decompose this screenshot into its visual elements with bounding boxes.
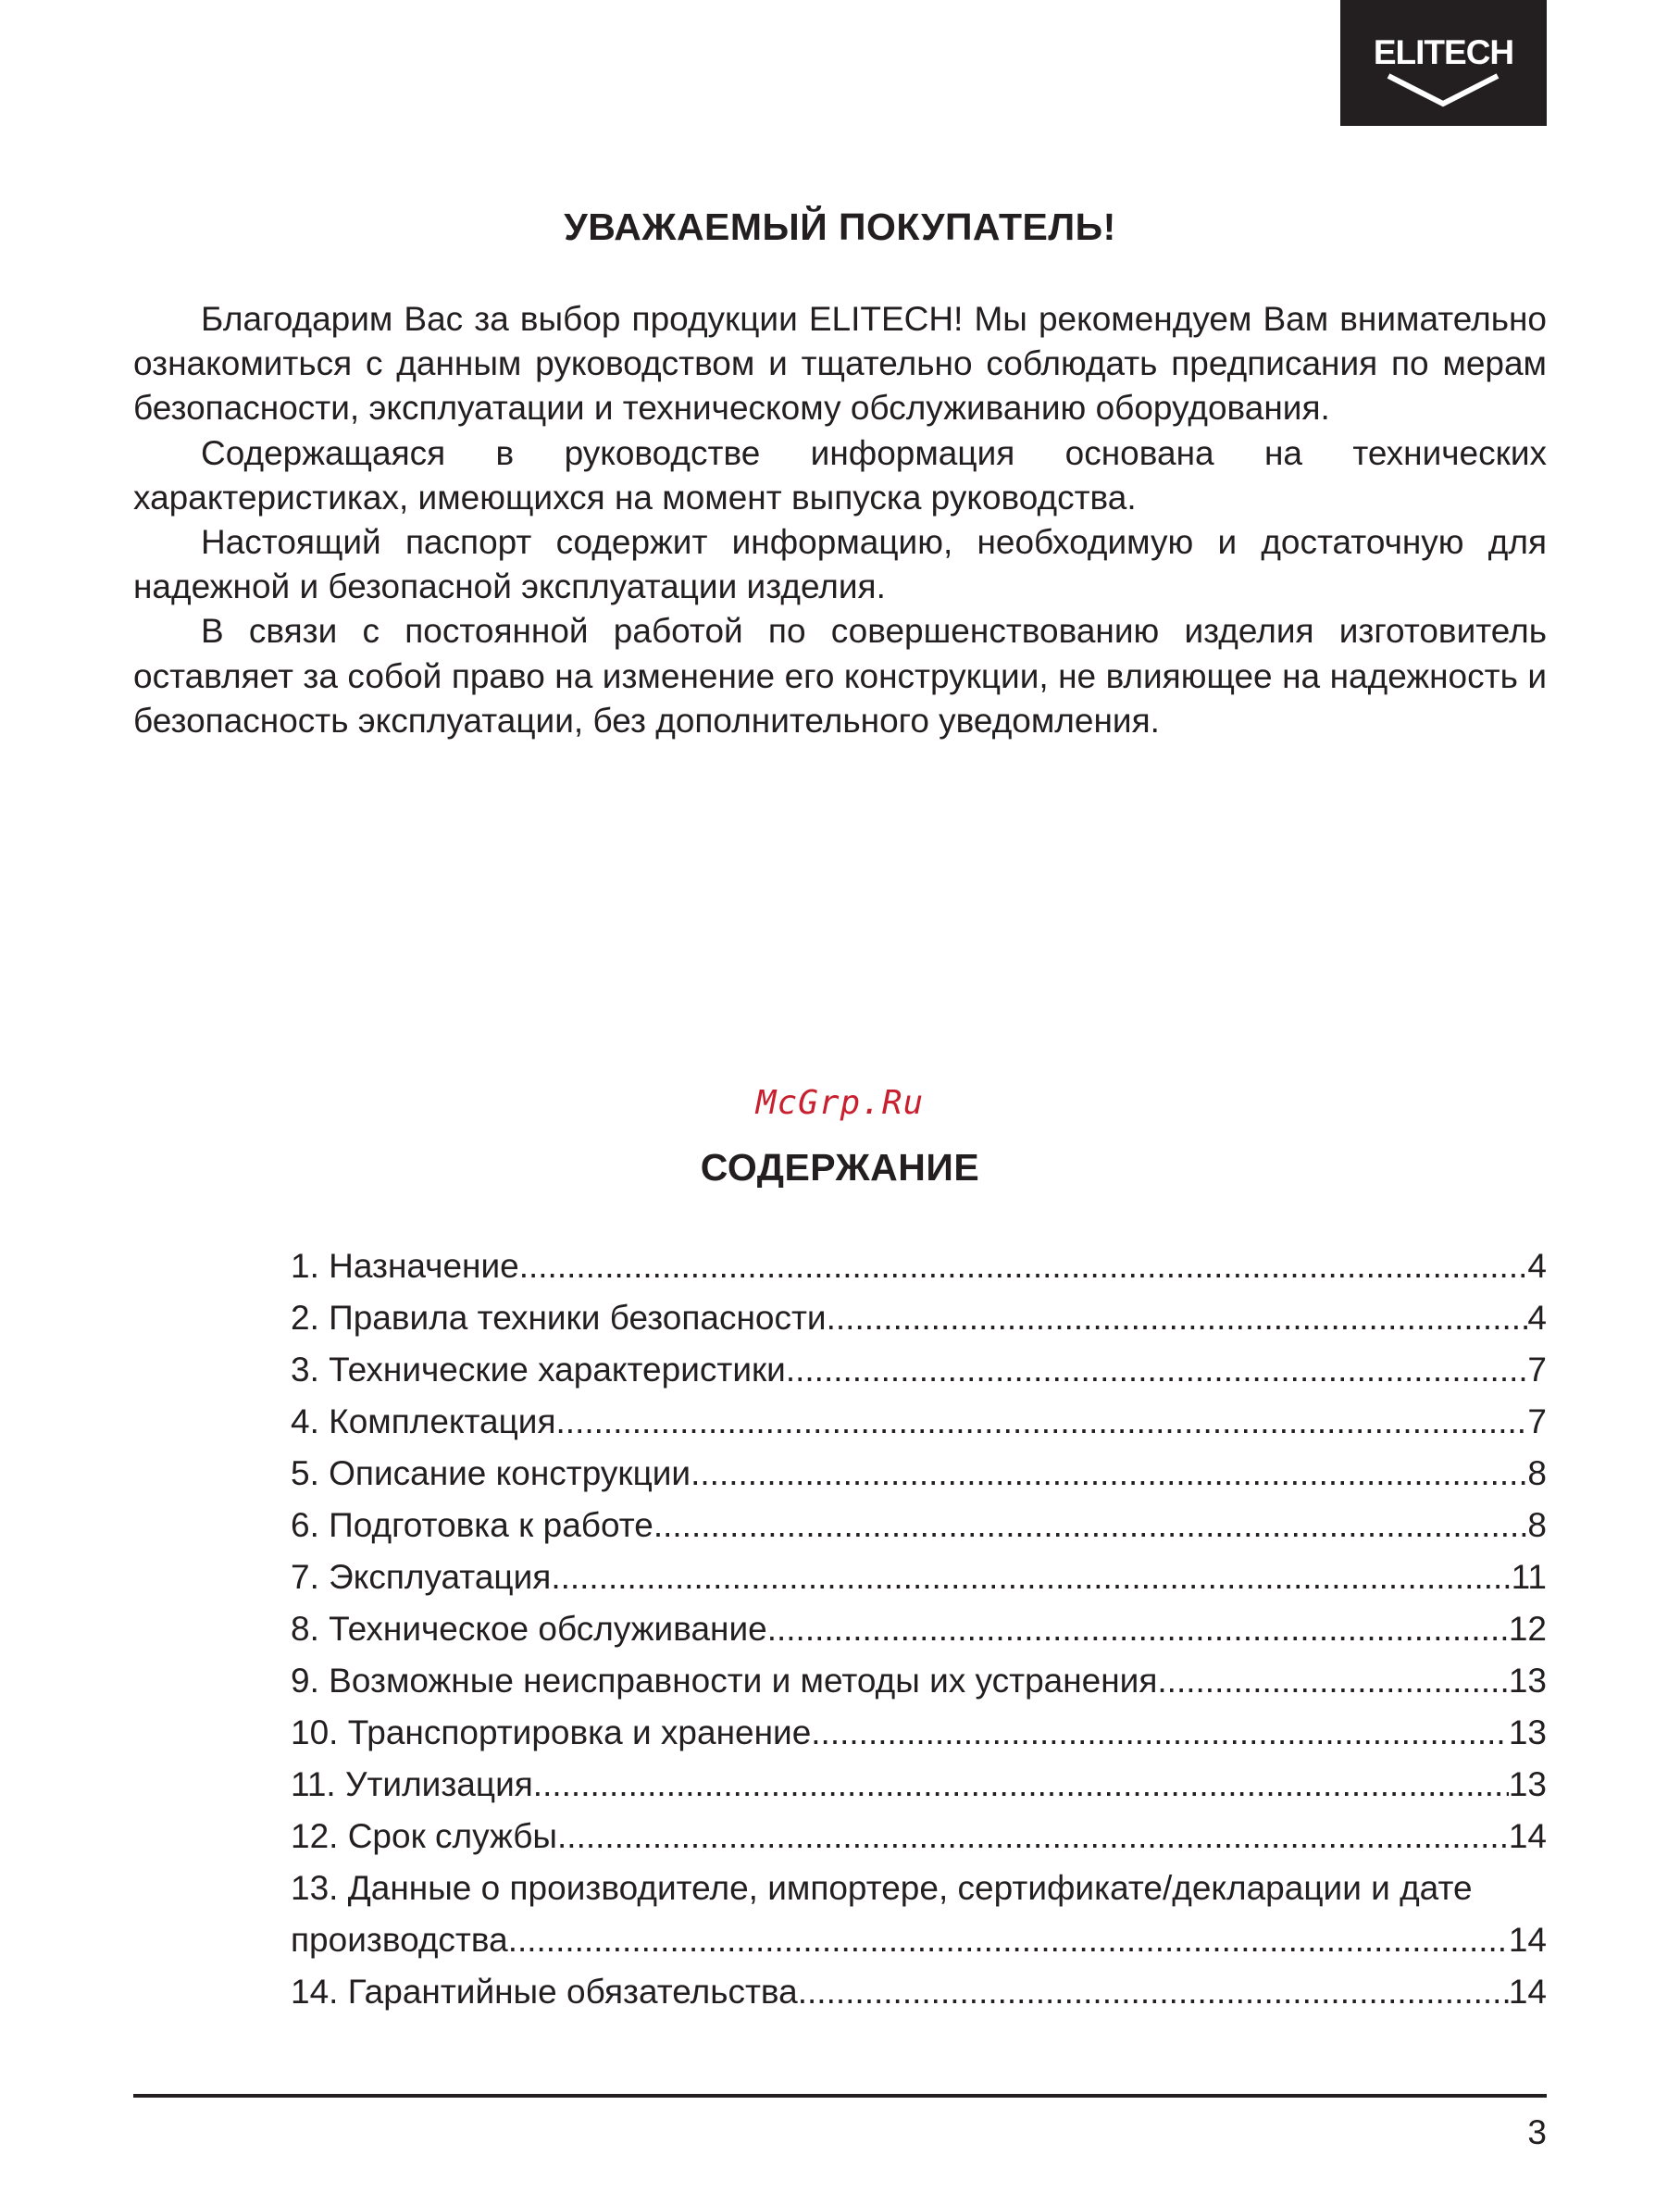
toc-item-page: 4 <box>1527 1299 1547 1337</box>
toc-item[interactable] <box>291 1862 1547 1914</box>
logo-text: ELITECH <box>1373 33 1514 71</box>
toc-item[interactable] <box>291 1396 1547 1448</box>
toc-item-title: 14. Гарантийные обязательства <box>291 1973 798 2011</box>
toc-item-title: 7. Эксплуатация <box>291 1558 552 1596</box>
toc-item-page: 13 <box>1508 1662 1547 1700</box>
toc-dot-leader <box>827 1292 1528 1344</box>
toc-item-title: 3. Технические характеристики <box>291 1351 786 1389</box>
toc-item-page: 8 <box>1527 1454 1547 1492</box>
toc-item[interactable] <box>291 1655 1547 1707</box>
toc-item-page: 4 <box>1527 1247 1547 1285</box>
toc-item-title: 9. Возможные неисправности и методы их устранения <box>291 1662 1158 1700</box>
toc-item-title: 10. Транспортировка и хранение <box>291 1713 812 1751</box>
toc-item-title: 8. Техническое обслуживание <box>291 1610 767 1648</box>
toc-item-page: 8 <box>1527 1506 1547 1544</box>
toc-dot-leader <box>786 1344 1528 1396</box>
intro-paragraph: В связи с постоянной работой по совершенствованию изделия изготовитель оставляет за собой право на изменение его конструкции, не влияющее на надежность и безопасность эксплуатации, без дополнительного уведомления. <box>133 612 1547 740</box>
toc-item[interactable] <box>291 1292 1547 1344</box>
toc-item-title: производства <box>291 1921 508 1959</box>
toc-item-page: 7 <box>1527 1402 1547 1440</box>
toc-item[interactable] <box>291 1500 1547 1551</box>
toc-item-title: 12. Срок службы <box>291 1817 558 1855</box>
toc-dot-leader <box>691 1448 1527 1500</box>
toc-item[interactable] <box>291 1551 1547 1603</box>
toc-item-page: 12 <box>1508 1610 1547 1648</box>
intro-paragraph: Настоящий паспорт содержит информацию, необходимую и достаточную для надежной и безопасной эксплуатации изделия. <box>133 523 1547 606</box>
toc-item-title: 6. Подготовка к работе <box>291 1506 653 1544</box>
intro-paragraph: Содержащаяся в руководстве информация основана на технических характеристиках, имеющихся на момент выпуска руководства. <box>133 433 1547 517</box>
toc-item[interactable] <box>291 1966 1547 2018</box>
toc-dot-leader <box>798 1966 1509 2018</box>
page-number: 3 <box>1527 2113 1547 2151</box>
toc-dot-leader <box>519 1240 1528 1292</box>
table-of-contents <box>291 1240 1547 2018</box>
toc-dot-leader <box>1157 1655 1508 1707</box>
toc-item-page: 11 <box>1511 1558 1547 1596</box>
toc-item-page: 7 <box>1527 1351 1547 1389</box>
toc-item[interactable] <box>291 1707 1547 1759</box>
toc-item-page: 14 <box>1508 1817 1547 1855</box>
toc-item[interactable] <box>291 1344 1547 1396</box>
toc-item[interactable] <box>291 1759 1547 1811</box>
toc-item[interactable] <box>291 1448 1547 1500</box>
toc-item-page: 14 <box>1508 1973 1547 2011</box>
toc-item-continuation[interactable] <box>291 1914 1547 1966</box>
toc-dot-leader <box>556 1396 1528 1448</box>
toc-item-page: 13 <box>1508 1713 1547 1751</box>
intro-text <box>133 297 1547 743</box>
toc-dot-leader <box>508 1914 1509 1966</box>
toc-dot-leader <box>811 1707 1509 1759</box>
toc-item[interactable] <box>291 1811 1547 1862</box>
elitech-logo <box>1340 0 1547 126</box>
toc-dot-leader <box>653 1500 1528 1551</box>
toc-item-title: 5. Описание конструкции <box>291 1454 691 1492</box>
toc-item[interactable] <box>291 1240 1547 1292</box>
toc-item[interactable] <box>291 1603 1547 1655</box>
toc-dot-leader <box>533 1759 1509 1811</box>
toc-item-title: 1. Назначение <box>291 1247 519 1285</box>
watermark-link[interactable]: McGrp.Ru <box>755 1084 925 1122</box>
toc-item-page: 13 <box>1508 1765 1547 1803</box>
toc-dot-leader <box>551 1551 1511 1603</box>
toc-item-title: 2. Правила техники безопасности <box>291 1299 827 1337</box>
toc-dot-leader <box>767 1603 1509 1655</box>
intro-paragraph: Благодарим Вас за выбор продукции ELITECH! Мы рекомендуем Вам внимательно ознакомиться с данным руководством и тщательно соблюдать предписания по мерам безопасности, эксплуатации и техническому обслуживанию оборудования. <box>133 300 1547 428</box>
footer-divider <box>133 2094 1547 2098</box>
toc-item-title: 4. Комплектация <box>291 1402 556 1440</box>
toc-item-page: 14 <box>1508 1921 1547 1959</box>
toc-title: СОДЕРЖАНИЕ <box>700 1146 980 1189</box>
toc-dot-leader <box>557 1811 1509 1862</box>
toc-item-title: 11. Утилизация <box>291 1765 533 1803</box>
toc-item-title: 13. Данные о производителе, импортере, сертификате/декларации и дате <box>291 1869 1473 1907</box>
greeting-title: УВАЖАЕМЫЙ ПОКУПАТЕЛЬ! <box>564 206 1116 248</box>
